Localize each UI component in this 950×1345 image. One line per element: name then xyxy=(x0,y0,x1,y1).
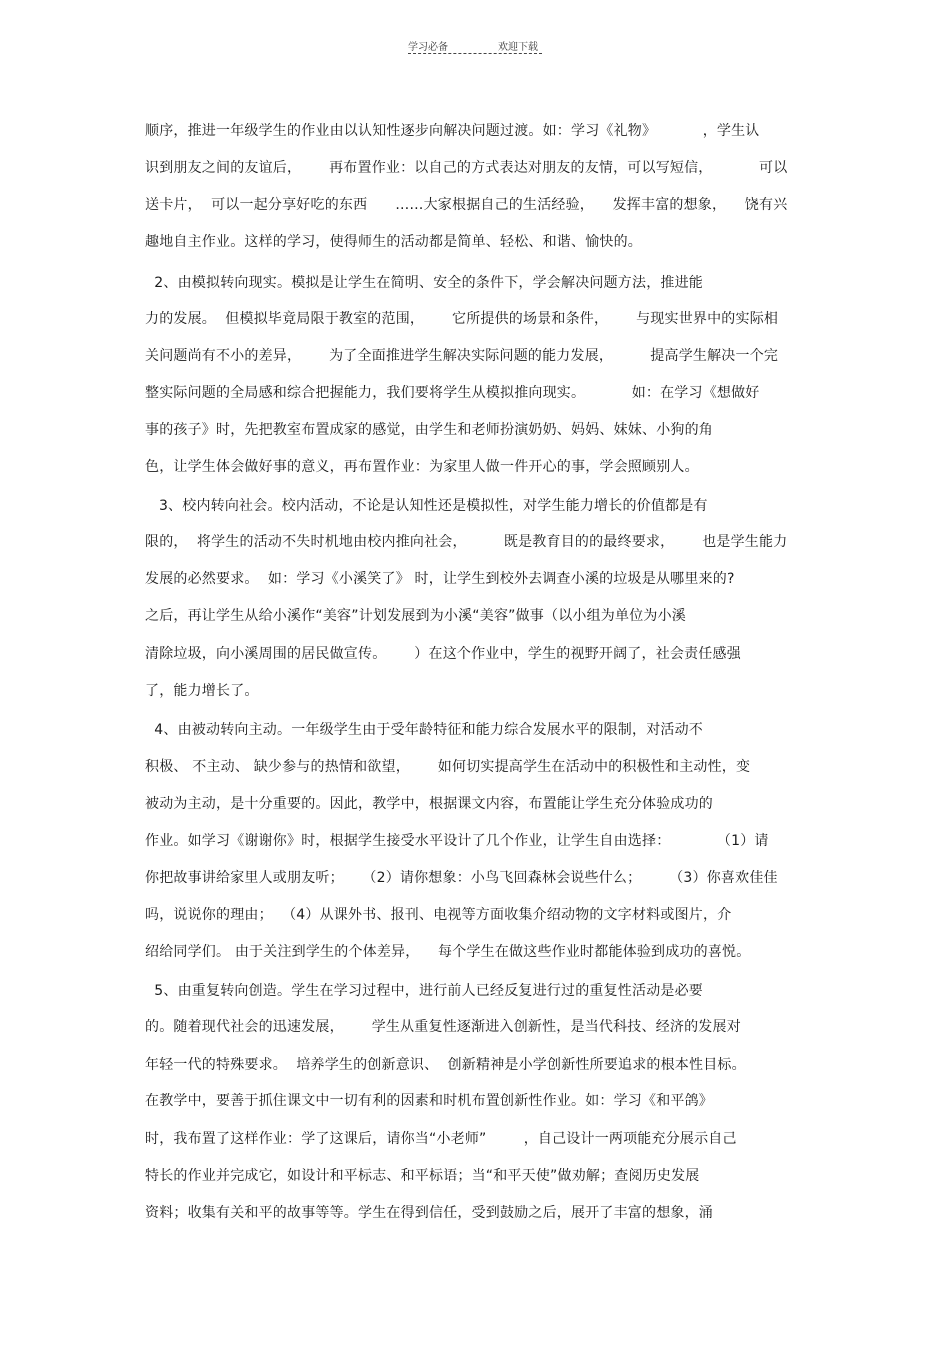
text-line: 你把故事讲给家里人或朋友听； （2）请你想象：小鸟飞回森林会说些什么； （3）你喜欢佳佳 xyxy=(145,870,778,886)
text-line: 整实际问题的全局感和综合把握能力，我们要将学生从模拟推向现实。 如：在学习《想做好 xyxy=(145,385,760,401)
page-header xyxy=(408,38,542,54)
header-left-text: 学习必备 xyxy=(408,42,448,53)
text-line: 4、由被动转向主动。一年级学生由于受年龄特征和能力综合发展水平的限制，对活动不 xyxy=(145,722,704,738)
text-line: 特长的作业并完成它，如设计和平标志、和平标语；当“和平天使”做劝解；查阅历史发展 xyxy=(145,1168,700,1184)
text-line: 了，能力增长了。 xyxy=(145,683,259,699)
text-line: 吗，说说你的理由； （4）从课外书、报刊、电视等方面收集介绍动物的文字材料或图片，介 xyxy=(145,907,732,923)
text-line: 关问题尚有不小的差异， 为了全面推进学生解决实际问题的能力发展， 提高学生解决一个完 xyxy=(145,348,779,364)
header-divider xyxy=(408,53,542,54)
text-line: 力的发展。 但模拟毕竟局限于教室的范围， 它所提供的场景和条件， 与现实世界中的实际相 xyxy=(145,311,779,327)
text-line: 2、由模拟转向现实。模拟是让学生在简明、安全的条件下，学会解决问题方法，推进能 xyxy=(145,275,704,291)
header-right-text: 欢迎下载 xyxy=(498,42,538,53)
text-line: 被动为主动，是十分重要的。因此，教学中，根据课文内容，布置能让学生充分体验成功的 xyxy=(145,796,713,812)
text-line: 发展的必然要求。 如：学习《小溪笑了》 时，让学生到校外去调查小溪的垃圾是从哪里来的? xyxy=(145,571,735,587)
text-line: 限的， 将学生的活动不失时机地由校内推向社会， 既是教育目的的最终要求， 也是学生能力 xyxy=(145,534,788,550)
text-line: 清除垃圾，向小溪周围的居民做宣传。 ）在这个作业中，学生的视野开阔了，社会责任感强 xyxy=(145,646,741,662)
text-line: 积极、 不主动、 缺少参与的热情和欲望， 如何切实提高学生在活动中的积极性和主动性，变 xyxy=(145,759,751,775)
text-line: 送卡片， 可以一起分享好吃的东西 ……大家根据自己的生活经验， 发挥丰富的想象， 饶有兴 xyxy=(145,197,788,213)
text-line: 绍给同学们。 由于关注到学生的个体差异， 每个学生在做这些作业时都能体验到成功的喜悦。 xyxy=(145,944,751,960)
text-line: 资料；收集有关和平的故事等等。学生在得到信任，受到鼓励之后，展开了丰富的想象，涌 xyxy=(145,1205,713,1221)
text-line: 在教学中，要善于抓住课文中一切有利的因素和时机布置创新性作业。如：学习《和平鸽》 xyxy=(145,1093,713,1109)
text-line: 5、由重复转向创造。学生在学习过程中，进行前人已经反复进行过的重复性活动是必要 xyxy=(145,983,704,999)
text-line: 年轻一代的特殊要求。 培养学生的创新意识、 创新精神是小学创新性所要追求的根本性目标。 xyxy=(145,1057,746,1073)
text-line: 顺序，推进一年级学生的作业由以认知性逐步向解决问题过渡。如：学习《礼物》 ，学生认 xyxy=(145,123,760,139)
text-line: 3、校内转向社会。校内活动，不论是认知性还是模拟性，对学生能力增长的价值都是有 xyxy=(145,498,708,514)
text-line: 识到朋友之间的友谊后， 再布置作业：以自己的方式表达对朋友的友情，可以写短信， 可以 xyxy=(145,160,788,176)
text-line: 趣地自主作业。这样的学习，使得师生的活动都是简单、轻松、和谐、愉快的。 xyxy=(145,234,642,250)
text-line: 作业。如学习《谢谢你》时，根据学生接受水平设计了几个作业，让学生自由选择： （1）请 xyxy=(145,833,769,849)
text-line: 的。随着现代社会的迅速发展， 学生从重复性逐渐进入创新性，是当代科技、经济的发展对 xyxy=(145,1019,741,1035)
text-line: 色，让学生体会做好事的意义，再布置作业：为家里人做一件开心的事，学会照顾别人。 xyxy=(145,459,699,475)
text-line: 之后，再让学生从给小溪作“美容”计划发展到为小溪“美容”做事（以小组为单位为小溪 xyxy=(145,608,687,624)
text-line: 时，我布置了这样作业：学了这课后，请你当“小老师” ，自己设计一两项能充分展示自己 xyxy=(145,1131,737,1147)
text-line: 事的孩子》时，先把教室布置成家的感觉，由学生和老师扮演奶奶、妈妈、妹妹、小狗的角 xyxy=(145,422,713,438)
